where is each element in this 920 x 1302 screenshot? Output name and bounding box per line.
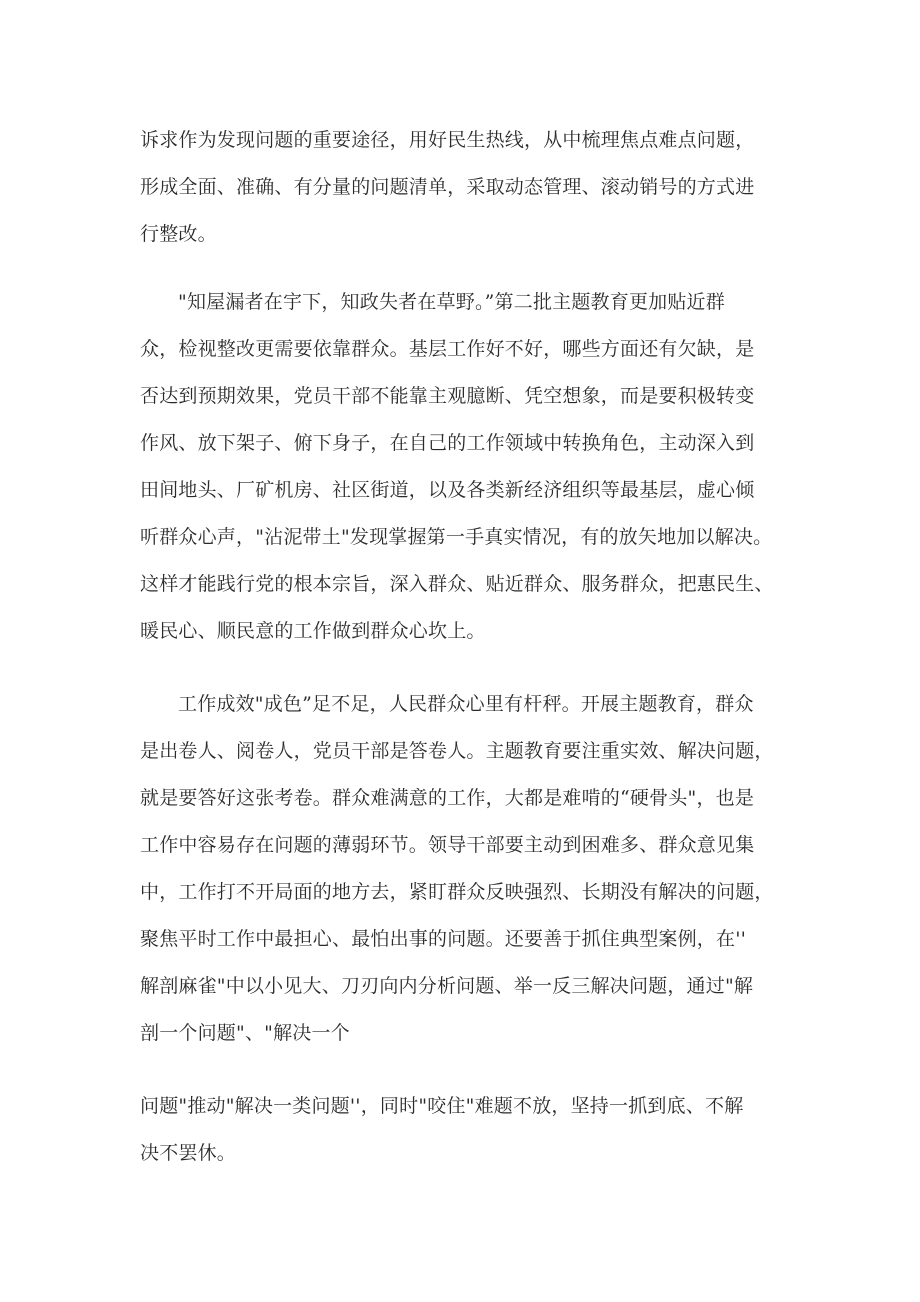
text-line: 工作中容易存在问题的薄弱环节。领导干部要主动到困难多、群众意见集 — [140, 834, 755, 856]
text-line: 诉求作为发现问题的重要途径，用好民生热线，从中梳理焦点难点问题， — [140, 129, 755, 151]
text-line: 田间地头、厂矿机房、社区街道，以及各类新经济组织等最基层，虚心倾 — [140, 479, 755, 501]
text-line: 行整改。 — [140, 223, 217, 245]
text-line: 这样才能践行党的根本宗旨，深入群众、贴近群众、服务群众，把惠民生、 — [140, 573, 774, 595]
text-line: 作风、放下架子、俯下身子，在自己的工作领域中转换角色，主动深入到 — [140, 432, 755, 454]
text-line: 是出卷人、阅卷人，党员干部是答卷人。主题教育要注重实效、解决问题， — [140, 740, 774, 762]
text-line: 众，检视整改更需要依靠群众。基层工作好不好，哪些方面还有欠缺，是 — [140, 338, 755, 360]
text-line: 聚焦平时工作中最担心、最怕出事的问题。还要善于抓住典型案例，在'' — [140, 928, 747, 950]
text-line: 中，工作打不开局面的地方去，紧盯群众反映强烈、长期没有解决的问题， — [140, 881, 774, 903]
text-line: "知屋漏者在宇下，知政失者在草野。”第二批主题教育更加贴近群 — [178, 291, 725, 313]
text-line: 否达到预期效果，党员干部不能靠主观臆断、凭空想象，而是要积极转变 — [140, 385, 755, 407]
text-line: 工作成效"成色”足不足，人民群众心里有杆秤。开展主题教育，群众 — [178, 693, 754, 715]
text-line: 决不罢休。 — [140, 1142, 237, 1164]
text-line: 问题"推动"解决一类问题''，同时"咬住"难题不放，坚持一抓到底、不解 — [140, 1095, 744, 1117]
text-line: 剖一个问题"、"解决一个 — [140, 1022, 350, 1044]
text-line: 听群众心声，"沾泥带土"发现掌握第一手真实情况，有的放矢地加以解决。 — [140, 526, 773, 548]
text-line: 解剖麻雀"中以小见大、刀刃向内分析问题、举一反三解决问题，通过"解 — [140, 975, 754, 997]
text-line: 暖民心、顺民意的工作做到群众心坎上。 — [140, 620, 486, 642]
text-line: 形成全面、准确、有分量的问题清单，采取动态管理、滚动销号的方式进 — [140, 176, 755, 198]
text-line: 就是要答好这张考卷。群众难满意的工作，大都是难啃的“硬骨头"，也是 — [140, 787, 755, 809]
